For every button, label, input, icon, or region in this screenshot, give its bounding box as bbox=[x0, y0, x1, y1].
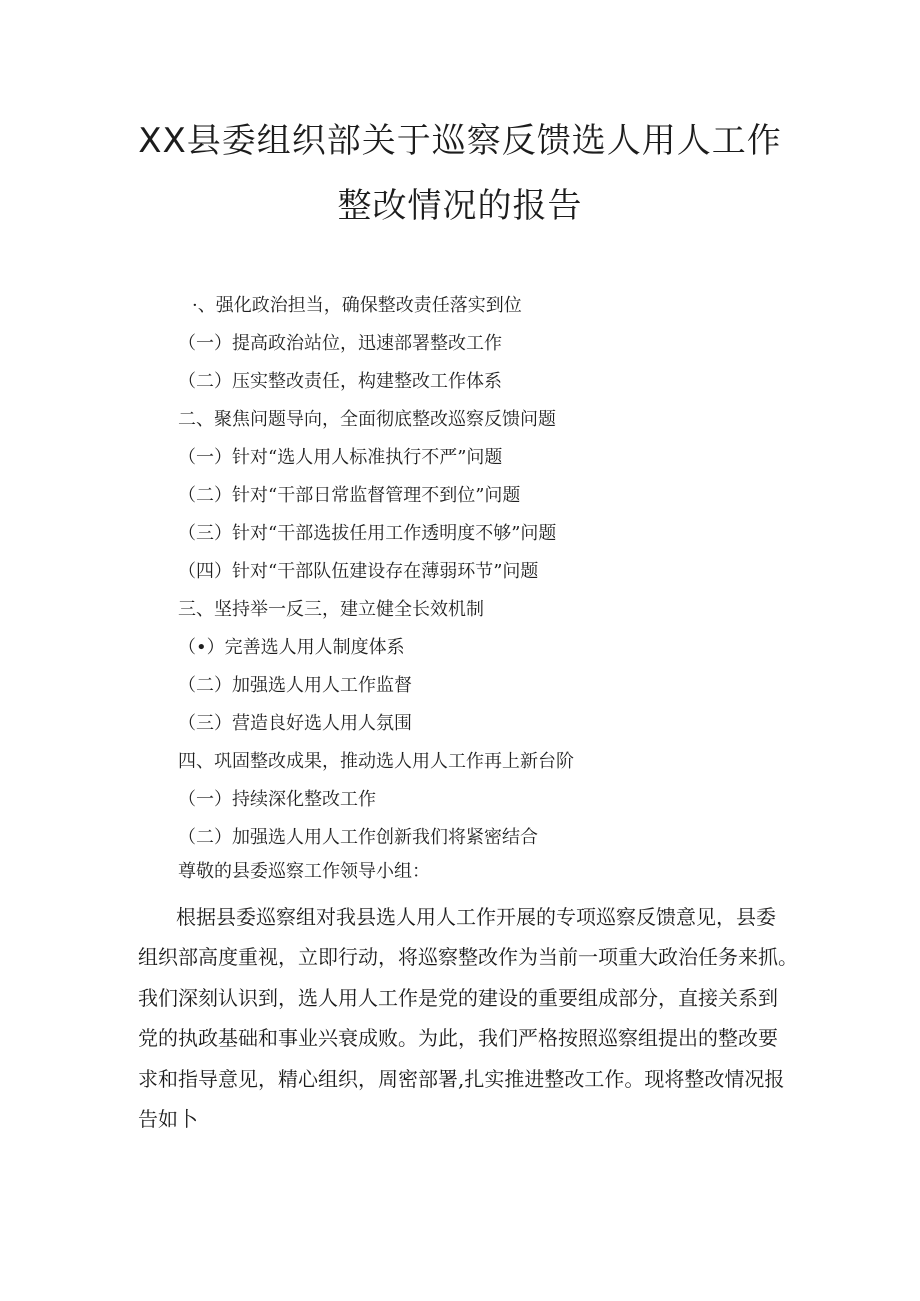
document-title-line-2: 整改情况的报告 bbox=[337, 186, 583, 226]
body-line: 党的执政基础和事业兴衰成败。为此，我们严格按照巡察组提出的整改要 bbox=[138, 1026, 778, 1051]
body-line: 我们深刻认识到，选人用人工作是党的建设的重要组成部分，直接关系到 bbox=[138, 985, 778, 1010]
table-of-contents bbox=[178, 292, 798, 862]
toc-item: （二）针对“干部日常监督管理不到位”问题 bbox=[178, 485, 521, 506]
document-title-line-1: XX县委组织部关于巡察反馈选人用人工作 bbox=[138, 121, 782, 161]
toc-item: （一）提高政治站位，迅速部署整改工作 bbox=[178, 333, 502, 354]
toc-item: （三）针对“干部选拔任用工作透明度不够”问题 bbox=[178, 523, 557, 544]
toc-item: （一）持续深化整改工作 bbox=[178, 789, 376, 810]
toc-item: ·、强化政治担当，确保整改责任落实到位 bbox=[192, 295, 522, 316]
body-paragraph bbox=[138, 897, 798, 1139]
toc-item: （二）压实整改责任，构建整改工作体系 bbox=[178, 371, 502, 392]
body-line: 组织部高度重视，立即行动，将巡察整改作为当前一项重大政治任务来抓。 bbox=[138, 945, 798, 970]
body-line: 求和指导意见，精心组织，周密部署,扎实推进整改工作。现将整改情况报 bbox=[138, 1066, 785, 1091]
toc-item: （三）营造良好选人用人氛围 bbox=[178, 713, 412, 734]
toc-item: （四）针对“干部队伍建设存在薄弱环节”问题 bbox=[178, 561, 539, 582]
body-line: 告如卜 bbox=[138, 1106, 198, 1131]
body-line: 根据县委巡察组对我县选人用人工作开展的专项巡察反馈意见，县委 bbox=[176, 905, 776, 929]
toc-item: 二、聚焦问题导向，全面彻底整改巡察反馈问题 bbox=[178, 409, 556, 430]
toc-item: （二）加强选人用人工作创新我们将紧密结合 bbox=[178, 827, 538, 848]
toc-item: （二）加强选人用人工作监督 bbox=[178, 675, 412, 696]
salutation: 尊敬的县委巡察工作领导小组： bbox=[178, 861, 430, 882]
toc-item: 三、坚持举一反三，建立健全长效机制 bbox=[178, 599, 484, 620]
toc-item: 四、巩固整改成果，推动选人用人工作再上新台阶 bbox=[178, 751, 574, 772]
toc-item: （一）针对“选人用人标准执行不严”问题 bbox=[178, 447, 503, 468]
toc-item: （•）完善选人用人制度体系 bbox=[178, 637, 405, 658]
